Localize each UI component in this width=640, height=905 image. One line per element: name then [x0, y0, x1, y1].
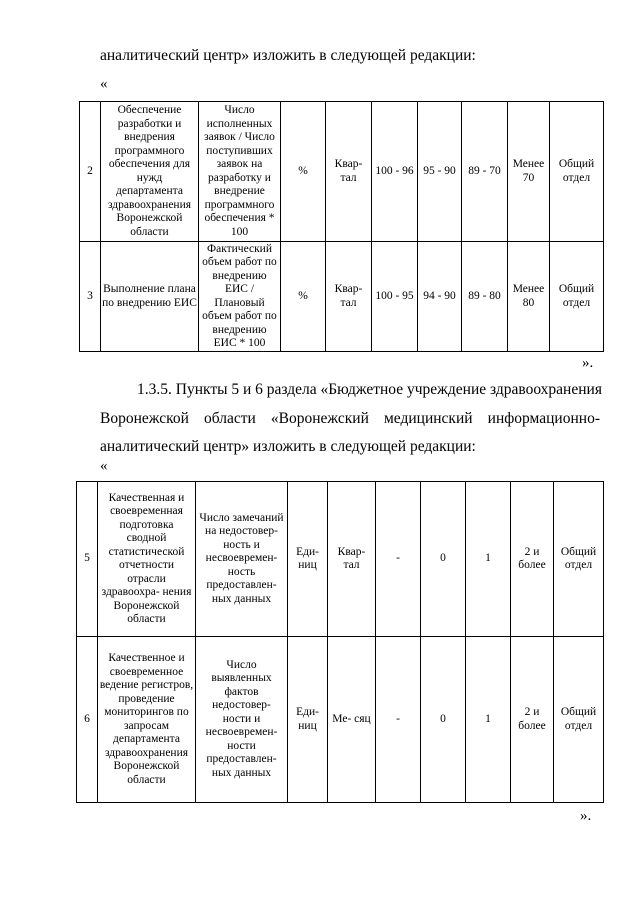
period-cell: Ме- сяц — [328, 637, 376, 803]
table-row — [80, 102, 604, 242]
word: медицинский — [383, 410, 473, 427]
unit-cell: Еди- ниц — [288, 482, 328, 637]
indicator-formula: Число выявленных фактов недостовер- ности и несвоевремен- ности предоставлен- ных данных — [196, 637, 288, 803]
paragraph-line: 1.3.5. Пункты 5 и 6 раздела «Бюджетное учреждение здравоохранения — [137, 381, 602, 398]
value-cell: 2 и более — [511, 637, 554, 803]
indicator-name: Выполнение плана по внедрению ЕИС — [101, 242, 199, 352]
department-cell: Общий отдел — [554, 637, 604, 803]
value-cell: 2 и более — [511, 482, 554, 637]
value-cell: 1 — [466, 637, 511, 803]
indicator-formula: Фактический объем работ по внедрению ЕИС / Плановый объем работ по внедрению ЕИС * 100 — [199, 242, 281, 352]
paragraph-line: аналитический центр» изложить в следующей редакции: — [100, 438, 476, 455]
value-cell: 89 - 80 — [462, 242, 508, 352]
table-row — [80, 242, 604, 352]
period-cell: Квар- тал — [326, 102, 372, 242]
row-number: 5 — [77, 482, 98, 637]
unit-cell: % — [281, 242, 326, 352]
table-row — [77, 482, 604, 637]
indicator-formula: Число исполненных заявок / Число поступивших заявок на разработку и внедрение программного обеспечения * 100 — [199, 102, 281, 242]
row-number: 2 — [80, 102, 101, 242]
unit-cell: Еди- ниц — [288, 637, 328, 803]
department-cell: Общий отдел — [550, 102, 604, 242]
paragraph-justified-line — [100, 410, 600, 428]
paragraph-line: аналитический центр» изложить в следующей редакции: — [100, 47, 476, 64]
row-number: 3 — [80, 242, 101, 352]
table-row — [77, 637, 604, 803]
value-cell: Менее 80 — [508, 242, 550, 352]
word: области — [203, 410, 256, 427]
word: Воронежской — [100, 410, 189, 427]
value-cell: 100 - 96 — [372, 102, 418, 242]
value-cell: 89 - 70 — [462, 102, 508, 242]
value-cell: 95 - 90 — [418, 102, 462, 242]
indicators-table-1 — [79, 101, 604, 352]
word: «Воронежский — [270, 410, 369, 427]
value-cell: - — [376, 482, 421, 637]
opening-quote: « — [100, 76, 108, 92]
department-cell: Общий отдел — [554, 482, 604, 637]
value-cell: 100 - 95 — [372, 242, 418, 352]
value-cell: 0 — [421, 637, 466, 803]
indicators-table-2 — [76, 481, 604, 803]
value-cell: 1 — [466, 482, 511, 637]
closing-quote: ». — [582, 355, 594, 371]
period-cell: Квар- тал — [328, 482, 376, 637]
value-cell: Менее 70 — [508, 102, 550, 242]
department-cell: Общий отдел — [550, 242, 604, 352]
period-cell: Квар- тал — [326, 242, 372, 352]
row-number: 6 — [77, 637, 98, 803]
indicator-name: Обеспечение разработки и внедрения программного обеспечения для нужд департамента здравоохранения Воронежской области — [101, 102, 199, 242]
indicator-name: Качественная и своевременная подготовка сводной статистической отчетности отрасли здравоохра- нения Воронежской области — [98, 482, 196, 637]
unit-cell: % — [281, 102, 326, 242]
closing-quote: ». — [580, 808, 592, 824]
word: информационно- — [487, 410, 600, 427]
value-cell: 0 — [421, 482, 466, 637]
value-cell: - — [376, 637, 421, 803]
opening-quote: « — [100, 458, 108, 474]
indicator-name: Качественное и своевременное ведение регистров, проведение мониторингов по запросам департамента здравоохранения Воронежской области — [98, 637, 196, 803]
indicator-formula: Число замечаний на недостовер- ность и несвоевремен- ность предоставлен- ных данных — [196, 482, 288, 637]
value-cell: 94 - 90 — [418, 242, 462, 352]
